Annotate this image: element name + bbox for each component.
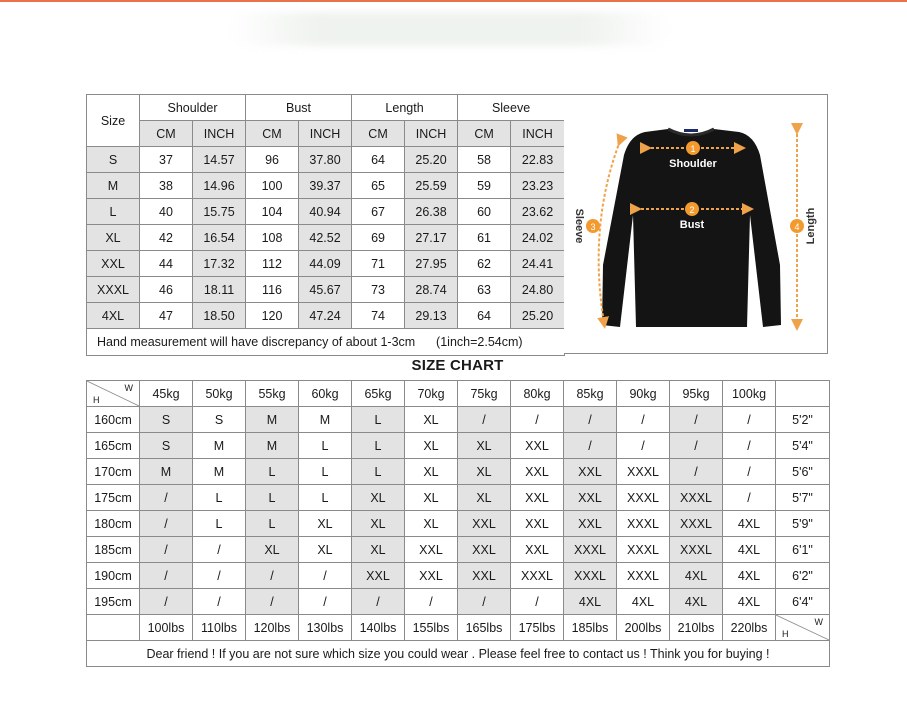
measure-cell: 37.80	[299, 147, 352, 173]
size-cell: /	[140, 537, 193, 563]
size-cell: S	[87, 147, 140, 173]
weight-kg-header: 100kg	[723, 381, 776, 407]
empty-corner-cell	[776, 381, 830, 407]
size-cell: XXXL	[670, 511, 723, 537]
measure-cell: 42.52	[299, 225, 352, 251]
marker-4: 4	[794, 222, 800, 232]
size-cell: /	[193, 589, 246, 615]
size-cell: XXL	[511, 485, 564, 511]
measure-cell: 26.38	[405, 199, 458, 225]
measure-cell: 23.62	[511, 199, 565, 225]
size-cell: /	[670, 407, 723, 433]
height-ft-cell: 6'4"	[776, 589, 830, 615]
size-cell: XXXL	[564, 563, 617, 589]
size-cell: /	[617, 433, 670, 459]
size-cell: 4XL	[723, 563, 776, 589]
size-cell: XL	[405, 459, 458, 485]
size-cell: M	[246, 433, 299, 459]
measure-cell: 39.37	[299, 173, 352, 199]
size-cell: L	[299, 433, 352, 459]
measure-cell: 40	[140, 199, 193, 225]
size-cell: L	[246, 511, 299, 537]
table-row	[87, 199, 565, 225]
size-cell: XXL	[511, 537, 564, 563]
weight-lbs-header: 220lbs	[723, 615, 776, 641]
measure-cell: 25.20	[405, 147, 458, 173]
measure-cell: 14.57	[193, 147, 246, 173]
weight-kg-header: 75kg	[458, 381, 511, 407]
height-ft-cell: 5'2"	[776, 407, 830, 433]
table-row	[87, 589, 830, 615]
height-ft-cell: 5'9"	[776, 511, 830, 537]
size-cell: /	[352, 589, 405, 615]
size-cell: /	[299, 563, 352, 589]
measure-cell: 47.24	[299, 303, 352, 329]
measure-cell: 67	[352, 199, 405, 225]
measure-cell: 22.83	[511, 147, 565, 173]
table-row	[87, 277, 565, 303]
measure-cell: 24.41	[511, 251, 565, 277]
group-header: Bust	[246, 95, 352, 121]
group-header: Length	[352, 95, 458, 121]
size-cell: XL	[458, 459, 511, 485]
corner-footer	[776, 615, 830, 641]
size-cell: M	[299, 407, 352, 433]
height-weight-chart	[86, 380, 830, 667]
height-axis-label: H	[782, 629, 789, 639]
size-cell: XXXL	[617, 459, 670, 485]
weight-kg-row	[87, 381, 830, 407]
unit-header: INCH	[299, 121, 352, 147]
group-header: Shoulder	[140, 95, 246, 121]
size-cell: M	[246, 407, 299, 433]
weight-kg-header: 90kg	[617, 381, 670, 407]
height-cm-cell: 195cm	[87, 589, 140, 615]
size-cell: L	[193, 485, 246, 511]
measure-cell: 29.13	[405, 303, 458, 329]
table-row	[87, 485, 830, 511]
garment-diagram	[564, 94, 828, 354]
size-cell: XXXL	[617, 485, 670, 511]
sleeve-label: Sleeve	[573, 208, 585, 244]
height-cm-cell: 170cm	[87, 459, 140, 485]
table-row	[87, 251, 565, 277]
top-accent-line	[0, 0, 907, 2]
size-cell: XL	[246, 537, 299, 563]
unit-header: INCH	[405, 121, 458, 147]
size-cell: /	[564, 433, 617, 459]
weight-kg-header: 70kg	[405, 381, 458, 407]
size-cell: XL	[405, 433, 458, 459]
measurement-header-row	[87, 95, 565, 121]
size-cell: M	[193, 433, 246, 459]
weight-kg-header: 65kg	[352, 381, 405, 407]
group-header: Sleeve	[458, 95, 565, 121]
measure-cell: 25.20	[511, 303, 565, 329]
empty-corner-cell	[87, 615, 140, 641]
weight-kg-header: 55kg	[246, 381, 299, 407]
size-cell: /	[299, 589, 352, 615]
measure-cell: 100	[246, 173, 299, 199]
table-row	[87, 303, 565, 329]
measure-cell: 71	[352, 251, 405, 277]
measure-cell: 45.67	[299, 277, 352, 303]
measure-cell: 23.23	[511, 173, 565, 199]
weight-lbs-header: 210lbs	[670, 615, 723, 641]
size-cell: /	[723, 459, 776, 485]
size-cell: /	[140, 485, 193, 511]
size-cell: S	[140, 407, 193, 433]
size-cell: /	[511, 407, 564, 433]
size-cell: XL	[352, 537, 405, 563]
table-row	[87, 225, 565, 251]
size-chart-title: SIZE CHART	[411, 357, 504, 374]
size-cell: XL	[405, 485, 458, 511]
size-cell: L	[87, 199, 140, 225]
length-label: Length	[805, 207, 817, 245]
measure-cell: 25.59	[405, 173, 458, 199]
size-cell: /	[723, 407, 776, 433]
weight-kg-header: 85kg	[564, 381, 617, 407]
size-cell: XXL	[405, 537, 458, 563]
weight-kg-header: 80kg	[511, 381, 564, 407]
sweater-illustration	[564, 95, 826, 353]
weight-axis-label: W	[124, 383, 133, 393]
size-cell: /	[193, 537, 246, 563]
measure-cell: 60	[458, 199, 511, 225]
measure-cell: 27.17	[405, 225, 458, 251]
weight-lbs-header: 155lbs	[405, 615, 458, 641]
unit-header: CM	[246, 121, 299, 147]
height-axis-label: H	[93, 395, 100, 405]
table-row	[87, 459, 830, 485]
size-cell: L	[299, 459, 352, 485]
weight-lbs-header: 200lbs	[617, 615, 670, 641]
measurement-note: Hand measurement will have discrepancy of about 1-3cm (1inch=2.54cm)	[87, 329, 565, 356]
measure-cell: 62	[458, 251, 511, 277]
size-cell: XXL	[511, 511, 564, 537]
measure-cell: 44	[140, 251, 193, 277]
size-cell: /	[458, 407, 511, 433]
size-header: Size	[87, 95, 140, 147]
height-ft-cell: 5'7"	[776, 485, 830, 511]
size-cell: S	[140, 433, 193, 459]
unit-header: CM	[458, 121, 511, 147]
measure-cell: 64	[458, 303, 511, 329]
measure-cell: 96	[246, 147, 299, 173]
weight-lbs-header: 130lbs	[299, 615, 352, 641]
measure-cell: 59	[458, 173, 511, 199]
size-cell: /	[405, 589, 458, 615]
weight-kg-header: 45kg	[140, 381, 193, 407]
size-cell: XL	[87, 225, 140, 251]
unit-header: CM	[140, 121, 193, 147]
weight-lbs-header: 110lbs	[193, 615, 246, 641]
size-cell: XXL	[458, 537, 511, 563]
size-cell: 4XL	[723, 511, 776, 537]
size-cell: /	[140, 511, 193, 537]
size-cell: 4XL	[670, 589, 723, 615]
size-cell: L	[246, 459, 299, 485]
weight-lbs-header: 165lbs	[458, 615, 511, 641]
weight-kg-header: 60kg	[299, 381, 352, 407]
unit-header: INCH	[193, 121, 246, 147]
height-cm-cell: 185cm	[87, 537, 140, 563]
height-ft-cell: 6'2"	[776, 563, 830, 589]
size-cell: 4XL	[617, 589, 670, 615]
table-row	[87, 407, 830, 433]
measure-cell: 18.50	[193, 303, 246, 329]
size-cell: XXXL	[511, 563, 564, 589]
size-cell: XXL	[458, 563, 511, 589]
size-cell: XXL	[564, 459, 617, 485]
measure-cell: 58	[458, 147, 511, 173]
size-cell: L	[246, 485, 299, 511]
size-cell: /	[246, 589, 299, 615]
size-cell: XXL	[458, 511, 511, 537]
measure-cell: 38	[140, 173, 193, 199]
measure-cell: 28.74	[405, 277, 458, 303]
size-cell: 4XL	[723, 589, 776, 615]
size-cell: M	[87, 173, 140, 199]
size-cell: XXL	[564, 511, 617, 537]
marker-2: 2	[689, 205, 695, 215]
measure-cell: 40.94	[299, 199, 352, 225]
size-cell: 4XL	[670, 563, 723, 589]
size-cell: /	[246, 563, 299, 589]
size-cell: L	[352, 459, 405, 485]
size-cell: /	[140, 563, 193, 589]
shoulder-label: Shoulder	[669, 158, 717, 170]
size-cell: XXL	[352, 563, 405, 589]
measure-cell: 46	[140, 277, 193, 303]
size-cell: XL	[299, 537, 352, 563]
measure-cell: 74	[352, 303, 405, 329]
size-cell: XXXL	[617, 563, 670, 589]
measure-cell: 108	[246, 225, 299, 251]
weight-lbs-header: 100lbs	[140, 615, 193, 641]
weight-kg-header: 95kg	[670, 381, 723, 407]
size-cell: XXL	[405, 563, 458, 589]
size-cell: 4XL	[564, 589, 617, 615]
size-cell: L	[352, 433, 405, 459]
footer-row	[87, 641, 830, 667]
measure-cell: 15.75	[193, 199, 246, 225]
measure-cell: 112	[246, 251, 299, 277]
size-cell: XL	[458, 433, 511, 459]
measure-cell: 116	[246, 277, 299, 303]
height-cm-cell: 165cm	[87, 433, 140, 459]
height-cm-cell: 190cm	[87, 563, 140, 589]
measure-cell: 24.02	[511, 225, 565, 251]
weight-lbs-header: 175lbs	[511, 615, 564, 641]
table-row	[87, 433, 830, 459]
size-cell: XXXL	[564, 537, 617, 563]
table-row	[87, 537, 830, 563]
measure-cell: 104	[246, 199, 299, 225]
size-cell: XXXL	[670, 537, 723, 563]
size-cell: /	[564, 407, 617, 433]
size-cell: /	[670, 459, 723, 485]
size-cell: XXL	[511, 459, 564, 485]
note-row	[87, 329, 565, 356]
measure-cell: 47	[140, 303, 193, 329]
height-cm-cell: 180cm	[87, 511, 140, 537]
measure-cell: 16.54	[193, 225, 246, 251]
size-cell: /	[193, 563, 246, 589]
measure-cell: 18.11	[193, 277, 246, 303]
measure-cell: 44.09	[299, 251, 352, 277]
footer-message: Dear friend ! If you are not sure which size you could wear . Please feel free to contact us ! Think you for buying !	[87, 641, 830, 667]
height-ft-cell: 6'1"	[776, 537, 830, 563]
height-ft-cell: 5'4"	[776, 433, 830, 459]
size-cell: 4XL	[723, 537, 776, 563]
size-cell: M	[140, 459, 193, 485]
weight-lbs-header: 120lbs	[246, 615, 299, 641]
size-cell: /	[617, 407, 670, 433]
unit-header-row	[87, 121, 565, 147]
weight-lbs-header: 185lbs	[564, 615, 617, 641]
size-cell: XL	[405, 407, 458, 433]
weight-lbs-header: 140lbs	[352, 615, 405, 641]
measure-cell: 120	[246, 303, 299, 329]
weight-lbs-row	[87, 615, 830, 641]
size-cell: S	[193, 407, 246, 433]
size-cell: L	[299, 485, 352, 511]
measure-cell: 17.32	[193, 251, 246, 277]
measure-cell: 42	[140, 225, 193, 251]
height-cm-cell: 175cm	[87, 485, 140, 511]
table-row	[87, 173, 565, 199]
size-cell: M	[193, 459, 246, 485]
unit-header: INCH	[511, 121, 565, 147]
size-cell: XL	[352, 511, 405, 537]
size-cell: /	[723, 433, 776, 459]
size-cell: L	[193, 511, 246, 537]
marker-3: 3	[590, 222, 596, 232]
size-cell: XXL	[564, 485, 617, 511]
weight-kg-header: 50kg	[193, 381, 246, 407]
size-cell: XXXL	[670, 485, 723, 511]
size-cell: /	[723, 485, 776, 511]
measure-cell: 64	[352, 147, 405, 173]
size-cell: 4XL	[87, 303, 140, 329]
weight-axis-label: W	[814, 617, 823, 627]
table-row	[87, 511, 830, 537]
size-cell: XXXL	[617, 537, 670, 563]
measure-cell: 61	[458, 225, 511, 251]
table-row	[87, 147, 565, 173]
height-cm-cell: 160cm	[87, 407, 140, 433]
size-cell: XXL	[87, 251, 140, 277]
corner-header	[87, 381, 140, 407]
height-ft-cell: 5'6"	[776, 459, 830, 485]
size-cell: XL	[352, 485, 405, 511]
measure-cell: 14.96	[193, 173, 246, 199]
size-cell: XXXL	[87, 277, 140, 303]
blurred-banner	[230, 12, 670, 46]
bust-label: Bust	[679, 219, 705, 231]
size-cell: XL	[299, 511, 352, 537]
size-cell: /	[670, 433, 723, 459]
size-cell: XL	[458, 485, 511, 511]
measure-cell: 37	[140, 147, 193, 173]
size-cell: XXL	[511, 433, 564, 459]
unit-header: CM	[352, 121, 405, 147]
measure-cell: 73	[352, 277, 405, 303]
size-cell: L	[352, 407, 405, 433]
marker-1: 1	[690, 144, 696, 154]
size-cell: XXXL	[617, 511, 670, 537]
size-cell: /	[511, 589, 564, 615]
measure-cell: 63	[458, 277, 511, 303]
measurement-table	[86, 94, 565, 356]
size-cell: /	[140, 589, 193, 615]
measure-cell: 69	[352, 225, 405, 251]
size-cell: /	[458, 589, 511, 615]
table-row	[87, 563, 830, 589]
size-cell: XL	[405, 511, 458, 537]
measure-cell: 65	[352, 173, 405, 199]
measure-cell: 24.80	[511, 277, 565, 303]
measure-cell: 27.95	[405, 251, 458, 277]
